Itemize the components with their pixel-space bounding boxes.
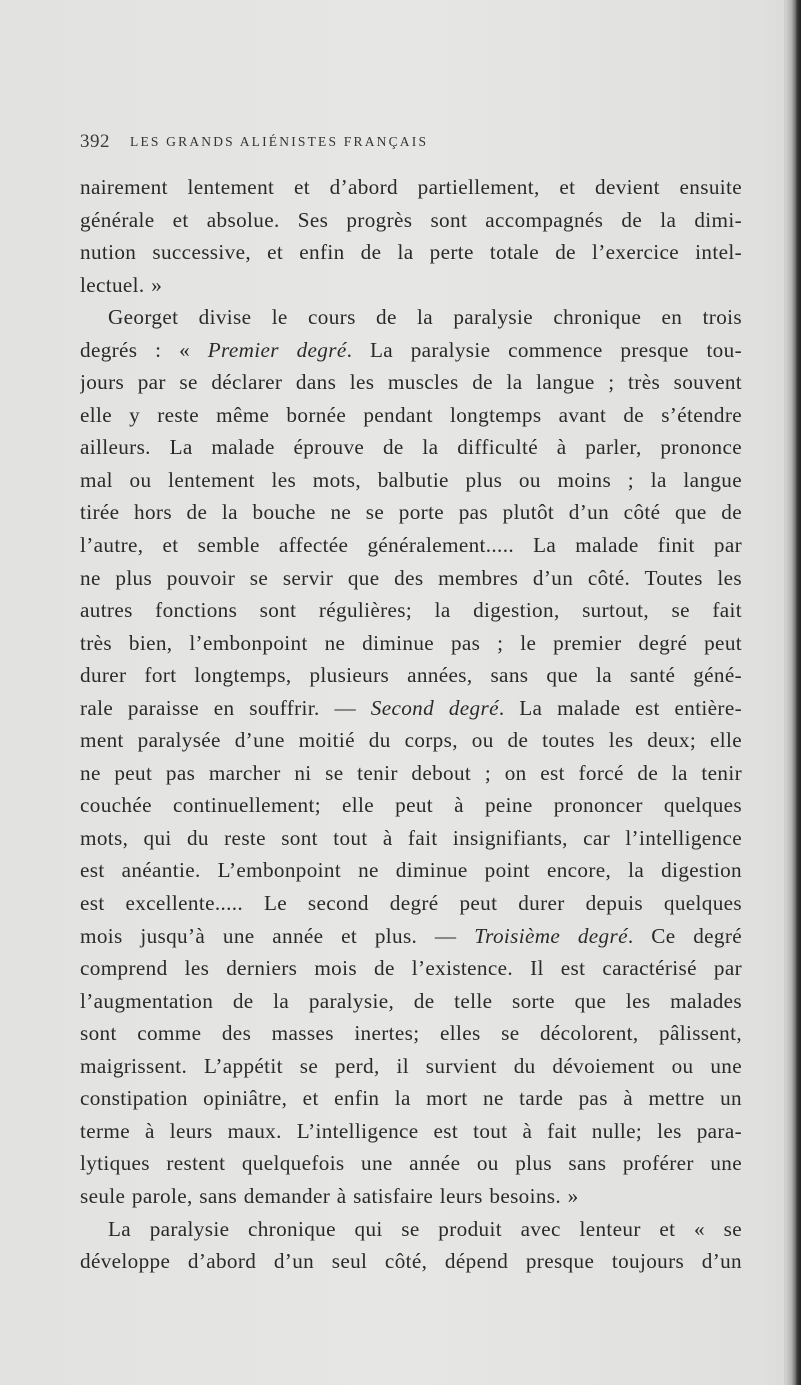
text-line: l’autre, et semble affectée généralement..... La malade finit par <box>80 533 742 558</box>
text-line: comprend les derniers mois de l’existence. Il est caractérisé par <box>80 956 742 981</box>
text-line: ne peut pas marcher ni se tenir debout ; on est forcé de la tenir <box>80 760 742 785</box>
text-line: La paralysie chronique qui se produit avec lenteur et « se <box>108 1216 742 1241</box>
text-line: mal ou lentement les mots, balbutie plus ou moins ; la langue <box>80 467 742 492</box>
text-line: générale et absolue. Ses progrès sont accompagnés de la dimi- <box>80 207 742 232</box>
text-line: autres fonctions sont régulières; la digestion, surtout, se fait <box>80 598 742 623</box>
text-line: lytiques restent quelquefois une année ou plus sans proférer une <box>80 1151 742 1176</box>
text-line: mois jusqu’à une année et plus. — Troisième degré. Ce degré <box>80 923 742 948</box>
text-line: terme à leurs maux. L’intelligence est tout à fait nulle; les para- <box>80 1118 742 1143</box>
text-line: est anéantie. L’embonpoint ne diminue point encore, la digestion <box>80 858 742 883</box>
degree-heading: Premier degré <box>207 337 347 362</box>
text-line: ailleurs. La malade éprouve de la difficulté à parler, prononce <box>80 435 742 460</box>
text-line: jours par se déclarer dans les muscles de la langue ; très souvent <box>80 370 742 395</box>
text-line: ne plus pouvoir se servir que des membres d’un côté. Toutes les <box>80 565 742 590</box>
text-line: est excellente..... Le second degré peut durer depuis quelques <box>80 891 742 916</box>
text-line: l’augmentation de la paralysie, de telle sorte que les malades <box>80 988 742 1013</box>
text-line: tirée hors de la bouche ne se porte pas plutôt d’un côté que de <box>80 500 742 525</box>
text-line: maigrissent. L’appétit se perd, il survient du dévoiement ou une <box>80 1053 742 1078</box>
text-line: couchée continuellement; elle peut à peine prononcer quelques <box>80 793 742 818</box>
text-line: rale paraisse en souffrir. — Second degré. La malade est entière- <box>80 695 742 720</box>
text-line: nairement lentement et d’abord partiellement, et devient ensuite <box>80 175 742 199</box>
page-header <box>80 131 720 153</box>
text-line: durer fort longtemps, plusieurs années, sans que la santé géné- <box>80 663 742 688</box>
text-line: mots, qui du reste sont tout à fait insignifiants, car l’intelligence <box>80 825 742 850</box>
running-title: LES GRANDS ALIÉNISTES FRANÇAIS <box>130 134 429 149</box>
text-line: ment paralysée d’une moitié du corps, ou de toutes les deux; elle <box>80 728 742 753</box>
degree-heading: Second degré <box>370 695 499 720</box>
text-line: nution successive, et enfin de la perte totale de l’exercice intel- <box>80 240 742 265</box>
text-line: constipation opiniâtre, et enfin la mort ne tarde pas à mettre un <box>80 1086 742 1111</box>
text-line: lectuel. » <box>80 272 163 297</box>
text-line: très bien, l’embonpoint ne diminue pas ; le premier degré peut <box>80 630 742 655</box>
text-line: elle y reste même bornée pendant longtemps avant de s’étendre <box>80 402 742 427</box>
text-line: degrés : « Premier degré. La paralysie commence presque tou- <box>80 337 742 362</box>
text-line: seule parole, sans demander à satisfaire leurs besoins. » <box>80 1183 579 1208</box>
page-number: 392 <box>80 131 110 152</box>
text-line: Georget divise le cours de la paralysie chronique en trois <box>108 305 742 330</box>
page-edge-shadow <box>787 0 801 1385</box>
body-text <box>80 171 742 1278</box>
text-line: sont comme des masses inertes; elles se décolorent, pâlissent, <box>80 1021 742 1046</box>
degree-heading: Troisième degré <box>474 923 628 948</box>
text-line: développe d’abord d’un seul côté, dépend presque toujours d’un <box>80 1249 742 1274</box>
